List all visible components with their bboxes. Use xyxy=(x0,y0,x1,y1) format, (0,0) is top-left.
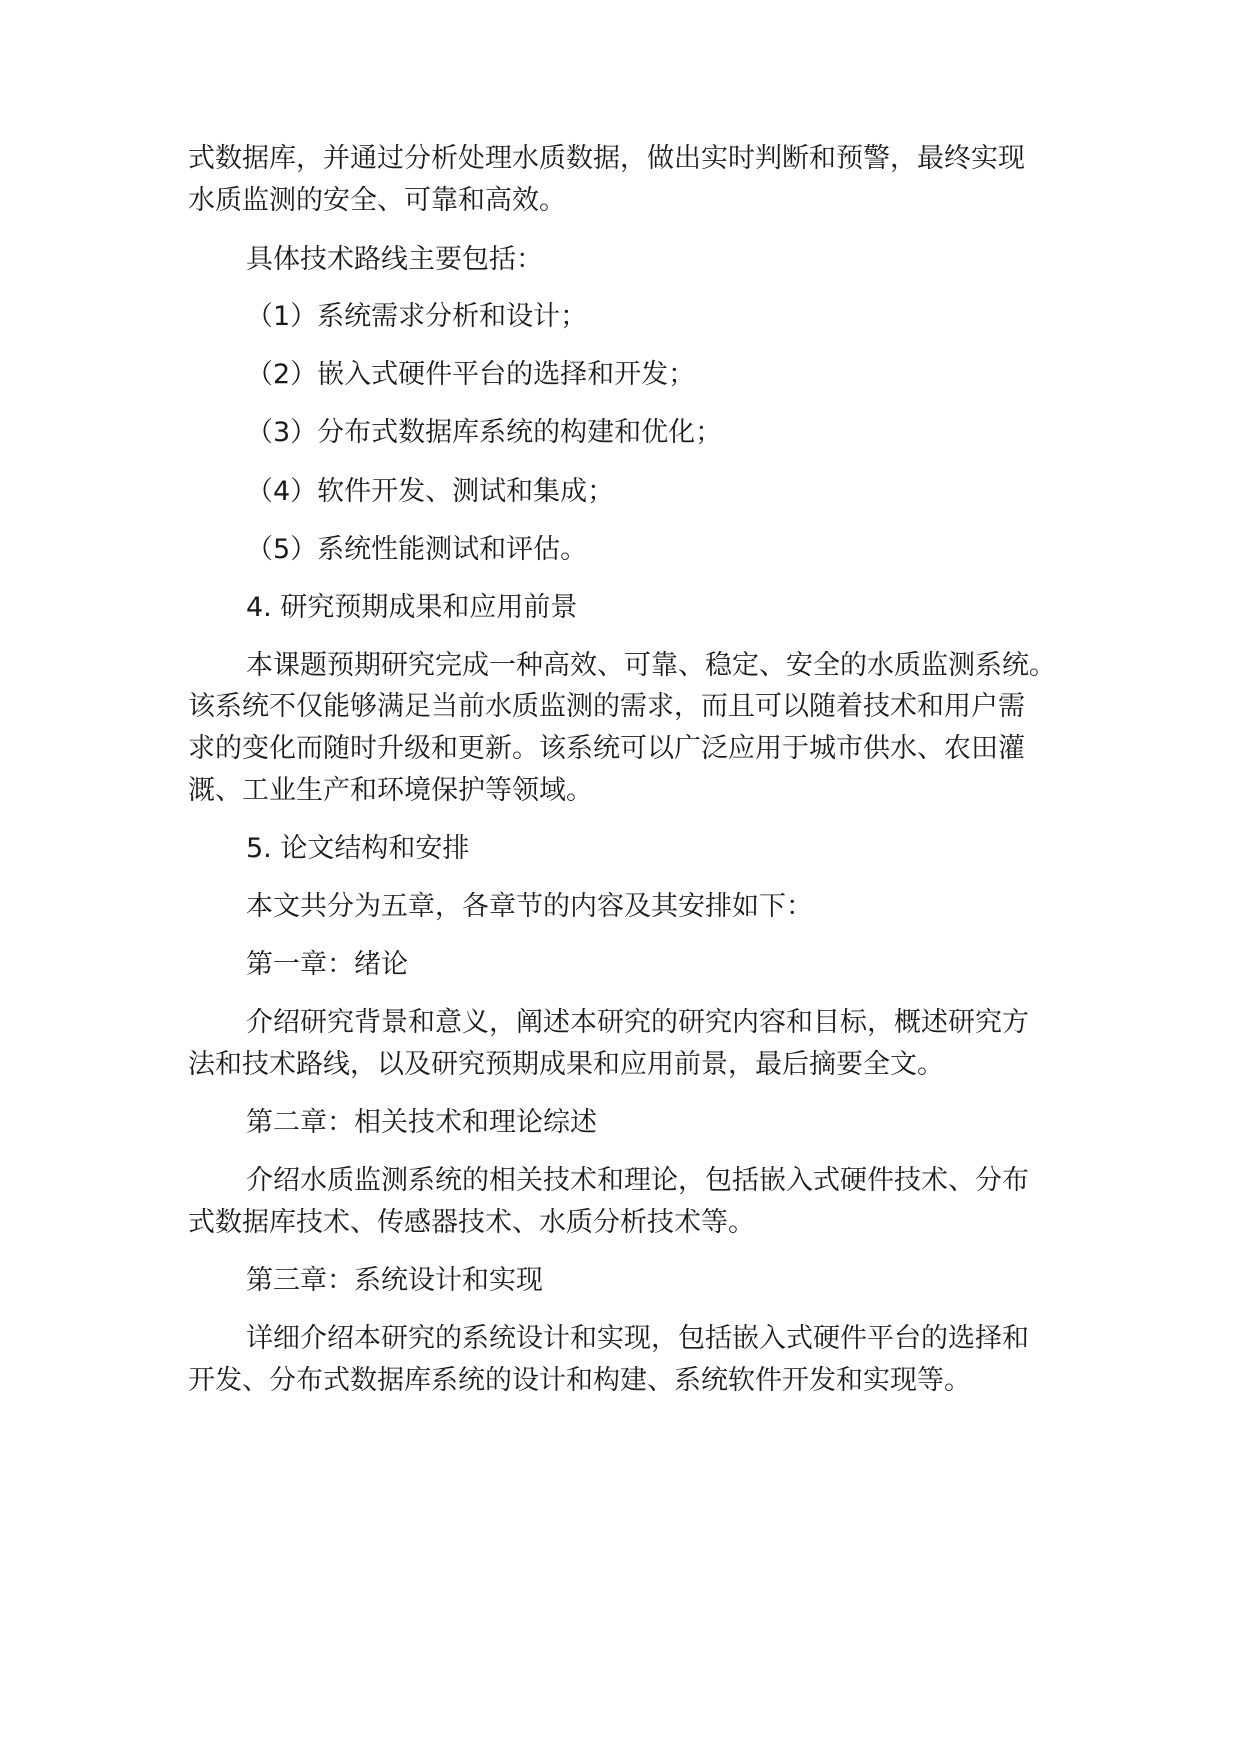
list-item: （4）软件开发、测试和集成； xyxy=(246,476,615,507)
paragraph-line: 详细介绍本研究的系统设计和实现，包括嵌入式硬件平台的选择和 xyxy=(246,1323,1029,1354)
chapter-heading: 第三章：系统设计和实现 xyxy=(246,1265,543,1296)
chapter-heading: 第一章：绪论 xyxy=(246,949,408,980)
list-item: （1）系统需求分析和设计； xyxy=(246,301,588,332)
list-item: （2）嵌入式硬件平台的选择和开发； xyxy=(246,359,696,390)
paragraph-line: 具体技术路线主要包括： xyxy=(246,244,543,275)
paragraph-line: 本课题预期研究完成一种高效、可靠、稳定、安全的水质监测系统。 xyxy=(246,650,1056,681)
list-item: （5）系统性能测试和评估。 xyxy=(246,534,588,565)
paragraph-line: 开发、分布式数据库系统的设计和构建、系统软件开发和实现等。 xyxy=(188,1365,971,1396)
paragraph-line: 溉、工业生产和环境保护等领域。 xyxy=(188,775,593,806)
paragraph-line: 本文共分为五章，各章节的内容及其安排如下： xyxy=(246,891,813,922)
paragraph-line: 水质监测的安全、可靠和高效。 xyxy=(188,185,566,216)
section-heading: 5. 论文结构和安排 xyxy=(246,833,470,864)
chapter-heading: 第二章：相关技术和理论综述 xyxy=(246,1107,597,1138)
paragraph-line: 求的变化而随时升级和更新。该系统可以广泛应用于城市供水、农田灌 xyxy=(188,733,1025,764)
paragraph-line: 该系统不仅能够满足当前水质监测的需求，而且可以随着技术和用户需 xyxy=(188,691,1025,722)
section-heading: 4. 研究预期成果和应用前景 xyxy=(246,592,578,623)
paragraph-line: 法和技术路线，以及研究预期成果和应用前景，最后摘要全文。 xyxy=(188,1049,944,1080)
paragraph-line: 式数据库技术、传感器技术、水质分析技术等。 xyxy=(188,1207,755,1238)
list-item: （3）分布式数据库系统的构建和优化； xyxy=(246,417,723,448)
paragraph-line: 式数据库，并通过分析处理水质数据，做出实时判断和预警，最终实现 xyxy=(188,143,1025,174)
paragraph-line: 介绍研究背景和意义，阐述本研究的研究内容和目标，概述研究方 xyxy=(246,1007,1029,1038)
paragraph-line: 介绍水质监测系统的相关技术和理论，包括嵌入式硬件技术、分布 xyxy=(246,1165,1029,1196)
